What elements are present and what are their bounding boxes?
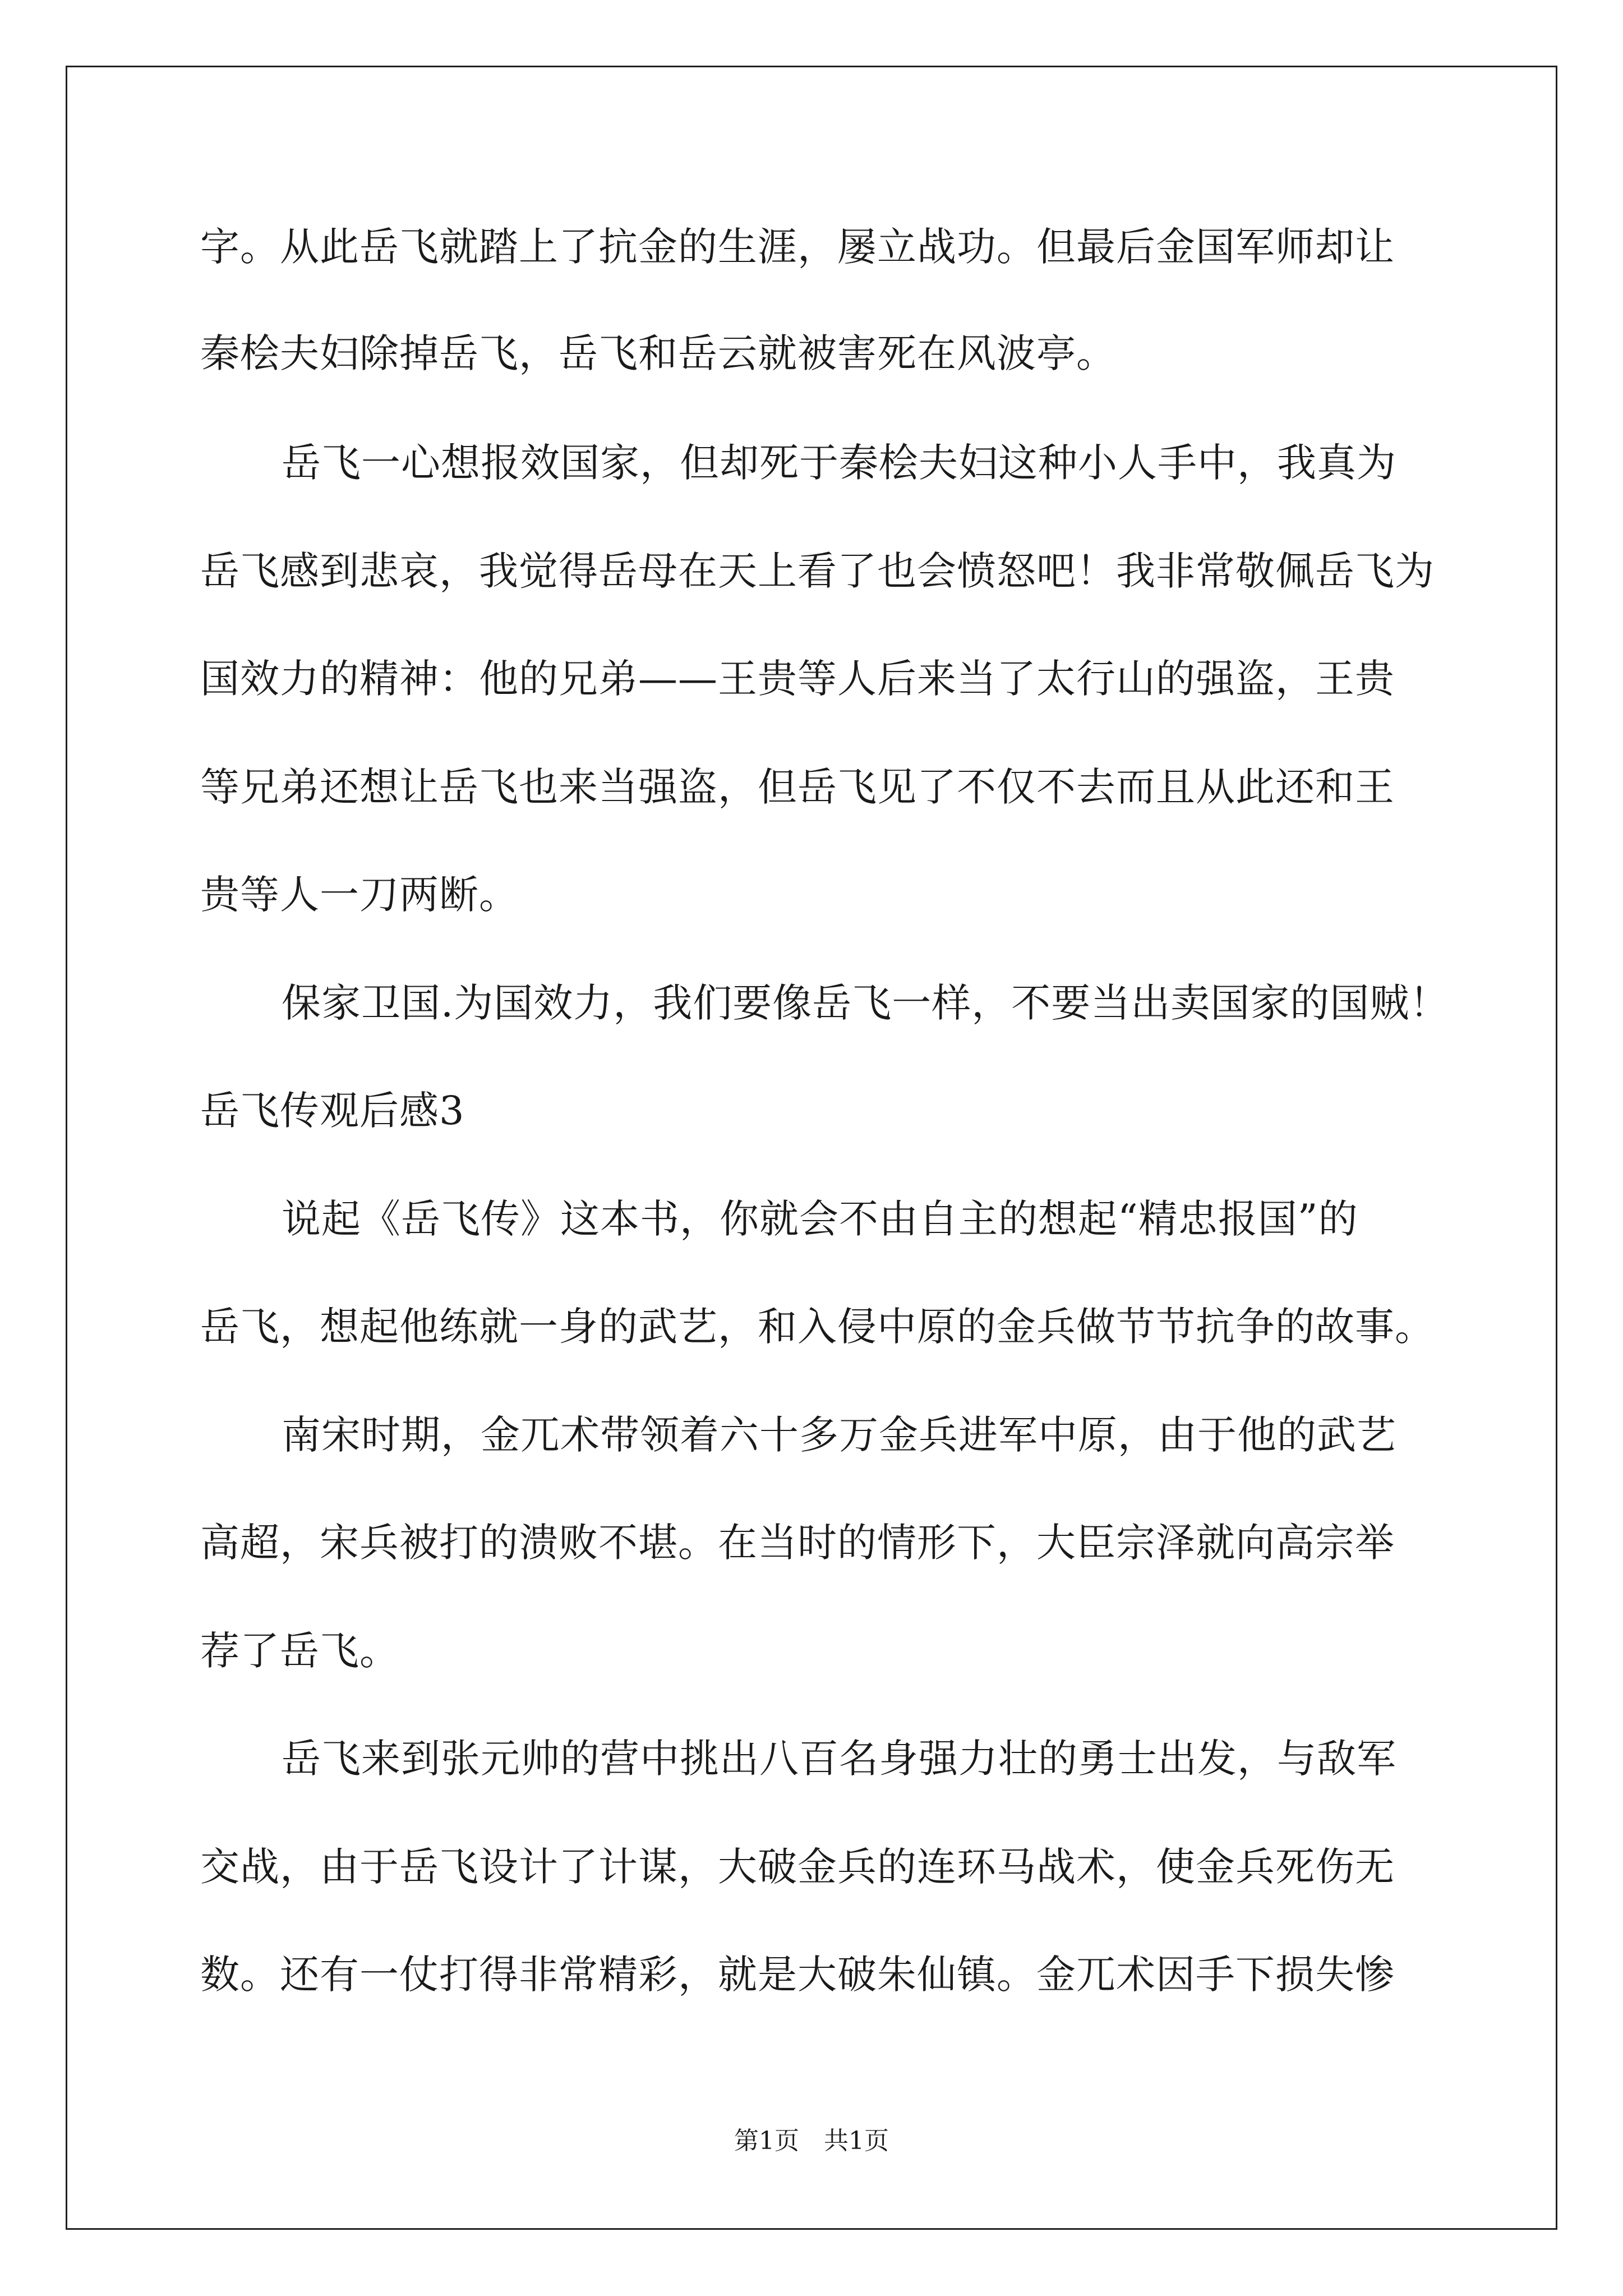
paragraph-line: 交战，由于岳飞设计了计谋，大破金兵的连环马战术，使金兵死伤无: [200, 1844, 1395, 1890]
paragraph-line: 高超，宋兵被打的溃败不堪。在当时的情形下，大臣宗泽就向高宗举: [200, 1520, 1395, 1566]
paragraph-line: 等兄弟还想让岳飞也来当强盗，但岳飞见了不仅不去而且从此还和王: [200, 764, 1395, 810]
paragraph-line: 贵等人一刀两断。: [200, 872, 519, 918]
paragraph-line: 说起《岳飞传》这本书，你就会不由自主的想起“精忠报国”的: [282, 1196, 1358, 1242]
section-heading: 岳飞传观后感3: [200, 1088, 465, 1134]
paragraph-line: 岳飞，想起他练就一身的武艺，和入侵中原的金兵做节节抗争的故事。: [200, 1304, 1435, 1350]
paragraph-line: 秦桧夫妇除掉岳飞，岳飞和岳云就被害死在风波亭。: [200, 330, 1116, 376]
paragraph-line: 南宋时期，金兀术带领着六十多万金兵进军中原，由于他的武艺: [282, 1412, 1396, 1458]
paragraph-line: 保家卫国.为国效力，我们要像岳飞一样，不要当出卖国家的国贼！: [282, 980, 1450, 1026]
page-border: [66, 66, 1557, 2230]
paragraph-line: 岳飞感到悲哀，我觉得岳母在天上看了也会愤怒吧！我非常敬佩岳飞为: [200, 548, 1435, 594]
paragraph-line: 岳飞来到张元帅的营中挑出八百名身强力壮的勇士出发，与敌军: [282, 1736, 1396, 1782]
paragraph-line: 岳飞一心想报效国家，但却死于秦桧夫妇这种小人手中，我真为: [282, 440, 1396, 486]
paragraph-line: 数。还有一仗打得非常精彩，就是大破朱仙镇。金兀术因手下损失惨: [200, 1952, 1395, 1998]
paragraph-line: 字。从此岳飞就踏上了抗金的生涯，屡立战功。但最后金国军师却让: [200, 224, 1395, 270]
paragraph-line: 荐了岳飞。: [200, 1628, 399, 1674]
paragraph-line: 国效力的精神：他的兄弟——王贵等人后来当了太行山的强盗，王贵: [200, 656, 1395, 702]
page-footer: 第1页 共1页: [734, 2127, 889, 2155]
